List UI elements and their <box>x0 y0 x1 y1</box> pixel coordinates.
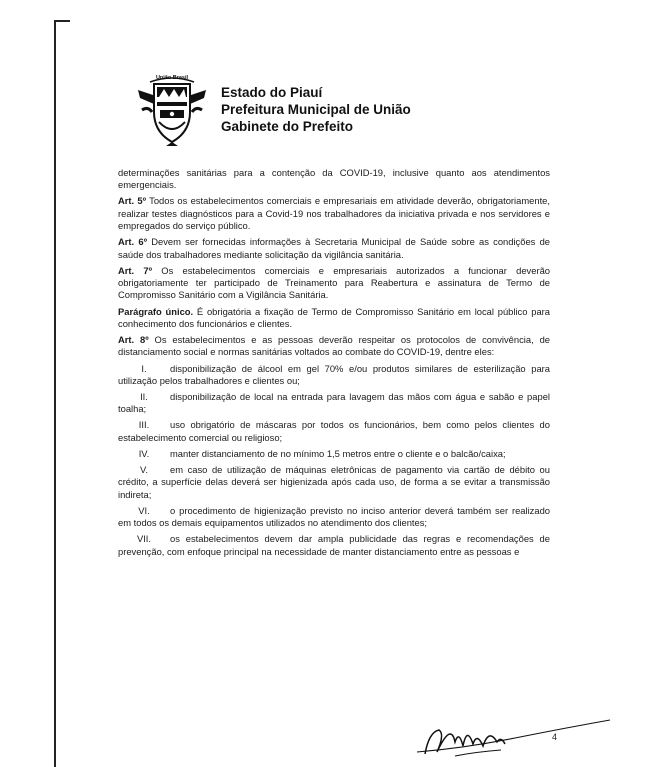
list-item <box>118 419 550 444</box>
paragrafo-unico-text: É obrigatória a fixação de Termo de Compromisso Sanitário em local público para conhecimento dos funcionários e clientes. <box>118 305 550 329</box>
page-frame-top-border <box>54 20 70 22</box>
list-item-text: disponibilização de local na entrada para lavagem das mãos com água e sabão e papel toalha; <box>118 390 550 415</box>
article-6-text: Devem ser fornecidas informações à Secretaria Municipal de Saúde sobre as condições de saúde dos trabalhadores mediante solicitação da vigilância sanitária. <box>118 236 550 260</box>
document-header <box>221 84 411 135</box>
article-7-label: Art. 7º <box>118 264 153 276</box>
list-item <box>118 505 550 530</box>
list-item-number: IV. <box>138 447 150 459</box>
list-item <box>118 533 550 558</box>
article-6 <box>118 236 550 261</box>
list-item-text: em caso de utilização de máquinas eletrônicas de pagamento via cartão de débito ou crédito, a superfície delas deverá ser higienizada após cada uso, de forma a se evitar a transmissão indireta; <box>118 464 550 500</box>
list-item-number: III. <box>138 419 150 431</box>
list-item-text: os estabelecimentos devem dar ampla publicidade das regras e recomendações de prevenção, com enfoque principal na necessidade de manter distanciamento entre as pessoas e <box>118 533 550 557</box>
header-prefecture: Prefeitura Municipal de União <box>221 102 411 117</box>
handwritten-signature <box>405 712 615 767</box>
list-item-text: disponibilização de álcool em gel 70% e/ou produtos similares de esterilização para utilização pelos trabalhadores e clientes ou; <box>118 362 550 386</box>
list-item <box>118 464 550 501</box>
article-7 <box>118 265 550 302</box>
paragraph-continuation: determinações sanitárias para a contenção da COVID-19, inclusive quanto aos atendimentos emergenciais. <box>118 167 550 191</box>
list-item-number: V. <box>140 464 148 476</box>
header-state: Estado do Piauí <box>221 85 323 100</box>
article-5 <box>118 195 550 232</box>
list-item-number: II. <box>140 390 148 402</box>
list-item-text: o procedimento de higienização previsto no inciso anterior deverá também ser realizado em todos os demais equipamentos utilizados no atendimento dos clientes; <box>118 504 550 529</box>
article-8-text: Os estabelecimentos e as pessoas deverão respeitar os protocolos de convivência, de distanciamento social e normas sanitárias voltados ao combate do COVID-19, dentre eles: <box>118 334 550 358</box>
list-item-text: uso obrigatório de máscaras por todos os funcionários, bem como pelos clientes do estabelecimento comercial ou religioso; <box>118 419 550 443</box>
paragrafo-unico-label: Parágrafo único. <box>118 305 194 317</box>
article-5-label: Art. 5º <box>118 195 147 207</box>
article-5-text: Todos os estabelecimentos comerciais e empresariais em atividade deverão, obrigatoriamente, realizar testes diagnósticos para a Covid-19 nos trabalhadores da iniciativa privada e nos servidores e empregados do serviço público. <box>118 195 550 232</box>
list-item-number: VI. <box>138 504 150 516</box>
article-8-label: Art. 8º <box>118 334 149 346</box>
list-item-number: VII. <box>136 533 152 545</box>
page-frame-left-border <box>54 20 56 767</box>
list-item <box>118 391 550 416</box>
list-item <box>118 363 550 388</box>
municipal-crest-logo <box>134 70 210 146</box>
list-item-number: I. <box>141 362 147 374</box>
header-cabinet: Gabinete do Prefeito <box>221 119 354 134</box>
article-6-label: Art. 6º <box>118 236 148 248</box>
article-8 <box>118 334 550 359</box>
crest-banner-text: União Brasil <box>155 75 189 81</box>
page-number: 4 <box>552 732 558 742</box>
document-body <box>118 167 550 562</box>
list-item <box>118 448 550 460</box>
article-7-text: Os estabelecimentos comerciais e empresariais autorizados a funcionar deverão obrigatoriamente ter participado de Treinamento para Reabertura e assinatura de Termo de Compromisso Sanitário com a Vigilância Sanitária. <box>118 264 550 301</box>
list-item-text: manter distanciamento de no mínimo 1,5 metros entre o cliente e o balcão/caixa; <box>170 447 506 459</box>
paragrafo-unico <box>118 306 550 331</box>
